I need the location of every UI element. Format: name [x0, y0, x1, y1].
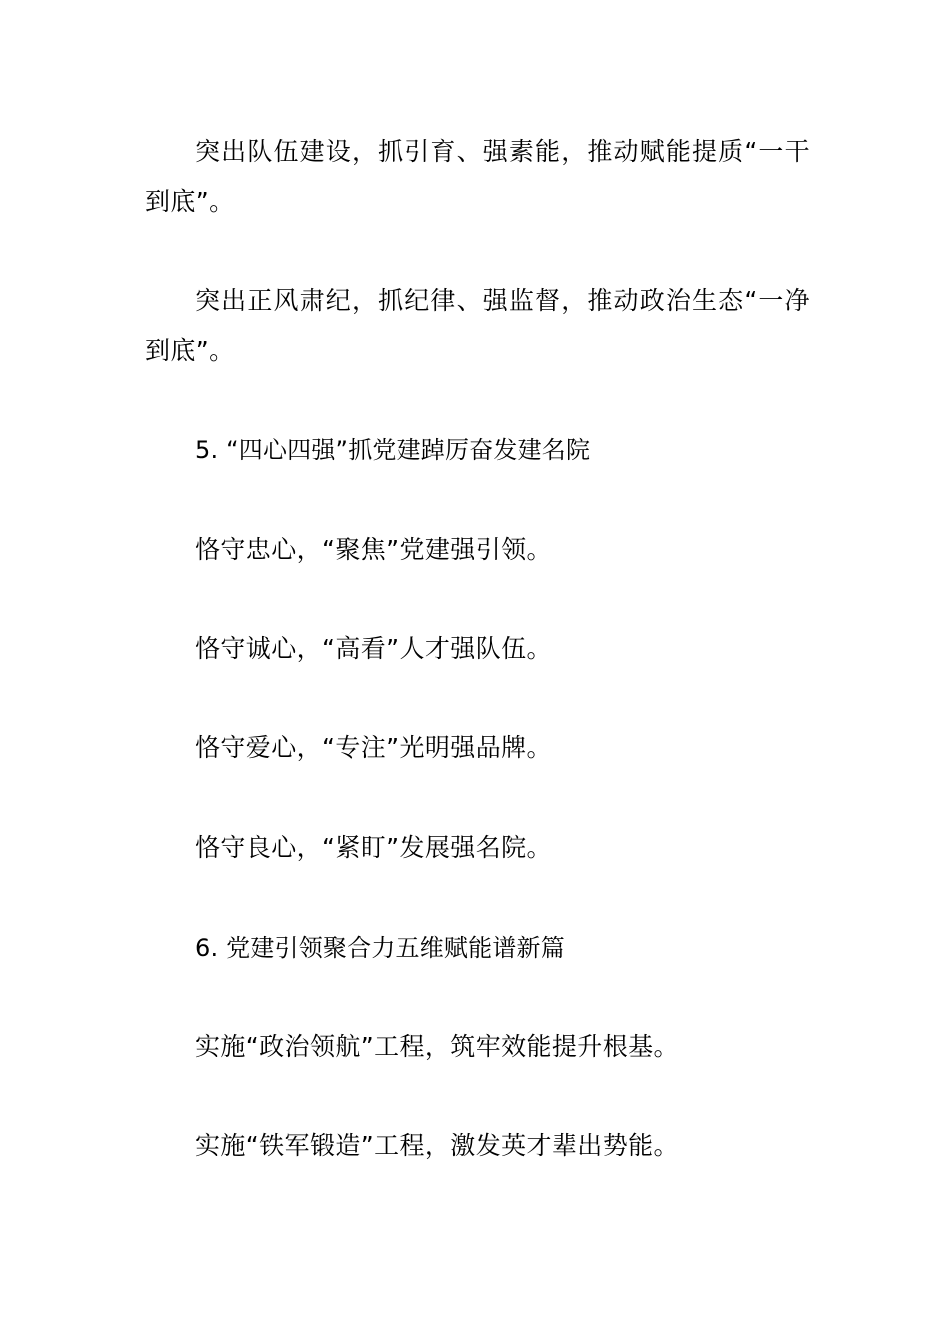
section-6-item: 实施“政治领航”工程，筑牢效能提升根基。	[195, 1032, 679, 1061]
section-6-item: 实施“铁军锻造”工程，激发英才辈出势能。	[195, 1131, 679, 1160]
paragraph-team-building: 突出队伍建设，抓引育、强素能，推动赋能提质“一干到底”。	[145, 137, 810, 216]
paragraph-discipline: 突出正风肃纪，抓纪律、强监督，推动政治生态“一净到底”。	[145, 286, 810, 365]
section-6-heading: 6. 党建引领聚合力五维赋能谱新篇	[195, 934, 565, 962]
section-5-item: 恪守爱心，“专注”光明强品牌。	[195, 733, 552, 762]
section-5-heading: 5. “四心四强”抓党建踔厉奋发建名院	[195, 436, 591, 464]
section-5-item: 恪守诚心，“高看”人才强队伍。	[195, 634, 552, 663]
section-5-item: 恪守忠心，“聚焦”党建强引领。	[195, 535, 552, 564]
section-5-item: 恪守良心，“紧盯”发展强名院。	[195, 833, 552, 862]
